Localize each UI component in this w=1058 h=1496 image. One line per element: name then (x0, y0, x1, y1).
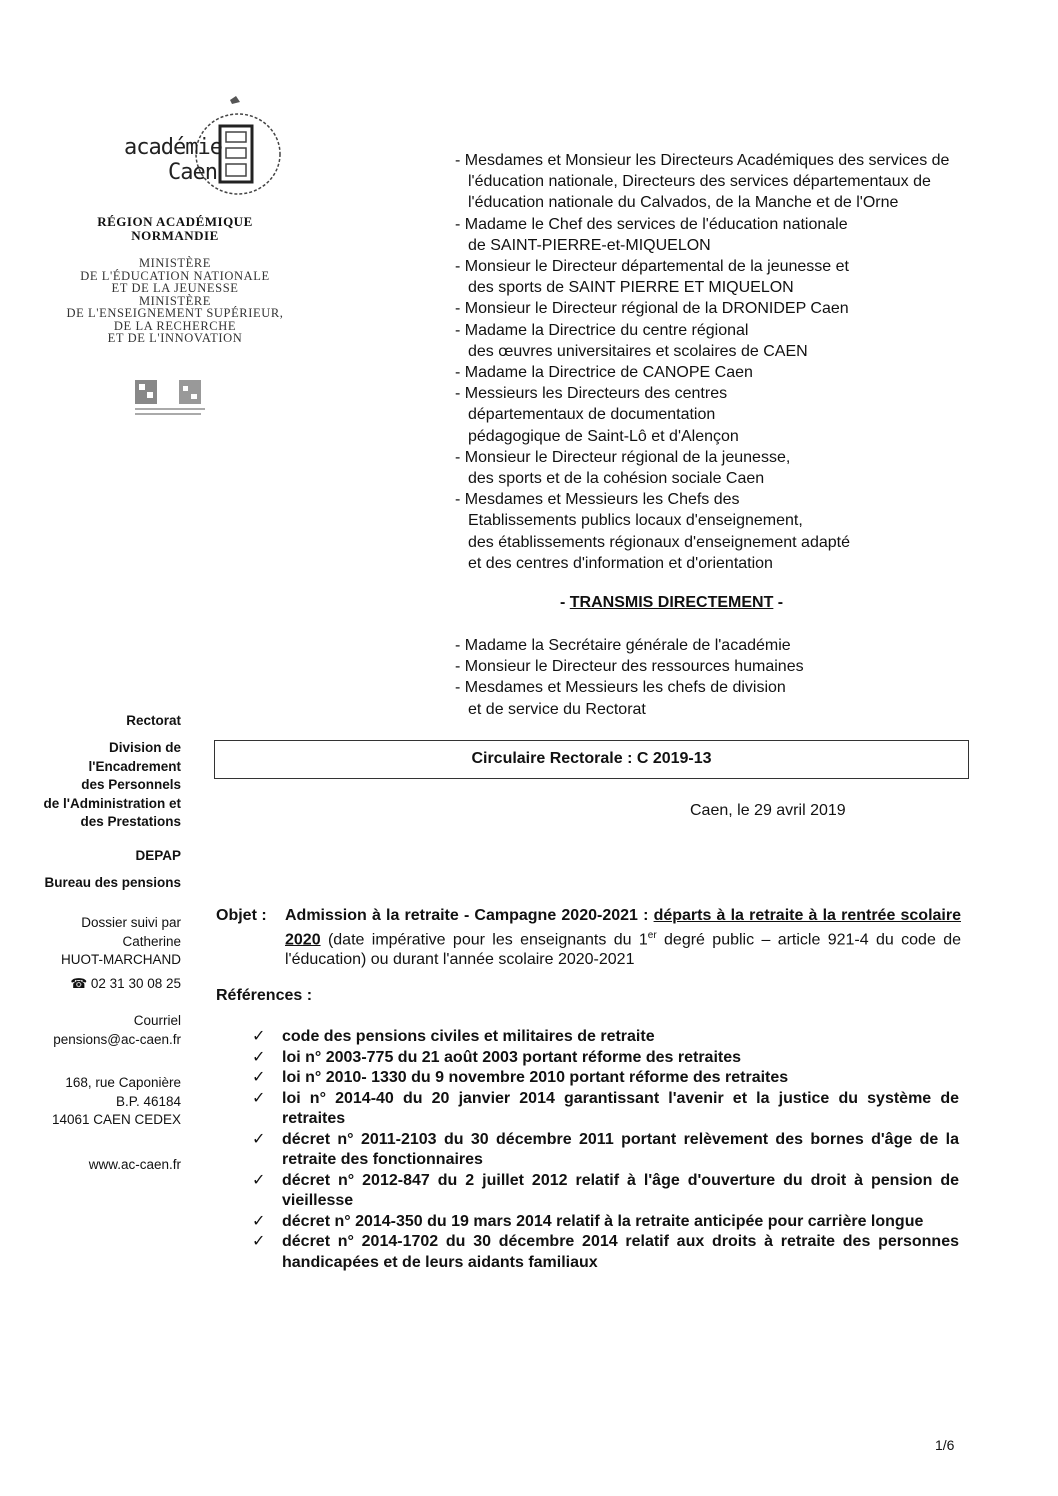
reference-text: décret n° 2011-2103 du 30 décembre 2011 portant relèvement des bornes d'âge de la retraite des fonctionnaires (282, 1130, 959, 1168)
checkmark-icon: ✓ (252, 1233, 266, 1250)
checkmark-icon: ✓ (252, 1028, 266, 1045)
direct-recipients-list (455, 635, 1015, 720)
dossier-line: HUOT-MARCHAND (61, 952, 181, 967)
recipient-line: - Messieurs les Directeurs des centres (455, 385, 728, 403)
region-academique (60, 215, 290, 243)
direct-recipient-line: et de service du Rectorat (468, 700, 646, 718)
recipient-line: - Monsieur le Directeur départemental de la jeunesse et (455, 258, 849, 276)
transmis-prefix: - (560, 594, 570, 611)
sidebar-division (44, 739, 181, 832)
recipient-line: - Monsieur le Directeur régional de la jeunesse, (455, 448, 791, 466)
recipient-line: l'éducation nationale du Calvados, de la Manche et de l'Orne (468, 194, 899, 212)
transmis-suffix: - (773, 594, 784, 611)
recipient-line: - Madame le Chef des services de l'éducation nationale (455, 215, 848, 233)
transmis-label: TRANSMIS DIRECTEMENT (569, 594, 774, 611)
ministry-line: MINISTÈRE (138, 293, 212, 308)
references-list (252, 1027, 959, 1273)
sidebar-depap: DEPAP (135, 848, 181, 863)
ministry-line: MINISTÈRE (138, 256, 212, 270)
division-line: de l'Administration et (43, 795, 181, 811)
address-line: 168, rue Caponière (65, 1075, 181, 1090)
logo-word-academie: académie (124, 135, 222, 160)
page-number: 1/6 (935, 1437, 955, 1453)
ministry-line: DE LA RECHERCHE (113, 318, 237, 333)
objet-text-part: (date impérative pour les enseignants du 1 (320, 931, 648, 949)
reference-item (252, 1212, 959, 1233)
marianne-icon (133, 380, 208, 420)
sidebar-rectorat (126, 712, 181, 731)
dossier-line: Dossier suivi par (81, 915, 181, 930)
reference-text: loi n° 2014-40 du 20 janvier 2014 garantissant l'avenir et la justice du système de retraites (282, 1089, 959, 1127)
logo-word-caen: Caen (168, 160, 217, 185)
reference-text: loi n° 2003-775 du 21 août 2003 portant réforme des retraites (282, 1048, 742, 1066)
reference-item (252, 1089, 959, 1130)
checkmark-icon: ✓ (252, 1048, 266, 1066)
recipient-line: - Mesdames et Messieurs les Chefs des (455, 491, 740, 509)
address-line: B.P. 46184 (115, 1093, 181, 1109)
direct-recipient-line: - Mesdames et Messieurs les chefs de division (455, 679, 786, 697)
objet-text-part: degré public – article 921-4 du code de l'éducation) ou durant l'année scolaire 2020-2021 (285, 931, 961, 969)
region-line-2: NORMANDIE (131, 228, 219, 243)
ministry-line: DE L'ENSEIGNEMENT SUPÉRIEUR, (66, 306, 284, 320)
recipient-line: des établissements régionaux d'enseignement adapté (468, 533, 850, 551)
direct-recipient-line: - Monsieur le Directeur des ressources humaines (455, 658, 804, 676)
checkmark-icon: ✓ (252, 1130, 266, 1148)
division-line: des Personnels (81, 777, 181, 792)
ministry-line: ET DE LA JEUNESSE (111, 281, 239, 295)
region-line-1: RÉGION ACADÉMIQUE (97, 214, 253, 229)
sidebar-dossier (61, 914, 181, 970)
recipient-line: - Monsieur le Directeur régional de la DRONIDEP Caen (455, 300, 849, 318)
recipient-line: de SAINT-PIERRE-et-MIQUELON (468, 236, 711, 254)
recipient-line: - Mesdames et Monsieur les Directeurs Académiques des services de (455, 152, 950, 169)
sidebar-phone (70, 975, 181, 994)
direct-recipient-line: - Madame la Secrétaire générale de l'académie (455, 637, 791, 654)
reference-text: code des pensions civiles et militaires de retraite (282, 1028, 655, 1045)
email-address: pensions@ac-caen.fr (53, 1031, 181, 1047)
dossier-line: Catherine (122, 933, 181, 949)
sidebar-email (53, 1012, 181, 1049)
transmis-directement-heading (560, 594, 783, 612)
objet-section (216, 906, 961, 970)
address-line: 14061 CAEN CEDEX (51, 1112, 181, 1127)
reference-item (252, 1048, 959, 1069)
circulaire-title: Circulaire Rectorale : C 2019-13 (471, 750, 712, 767)
objet-text (285, 906, 961, 970)
recipient-line: des sports de SAINT PIERRE ET MIQUELON (468, 279, 794, 297)
checkmark-icon: ✓ (252, 1171, 266, 1189)
sidebar-address (52, 1074, 181, 1130)
republique-emblem (133, 380, 208, 425)
division-line: des Prestations (80, 814, 181, 829)
phone-number: 02 31 30 08 25 (90, 976, 181, 991)
sidebar-rectorat-label (126, 712, 181, 731)
division-line: Division de (108, 740, 181, 755)
document-date: Caen, le 29 avril 2019 (690, 802, 846, 819)
checkmark-icon: ✓ (252, 1089, 266, 1107)
checkmark-icon: ✓ (252, 1212, 266, 1230)
objet-text-part: Admission à la retraite - Campagne 2020-2021 : (285, 907, 654, 924)
sidebar-bureau: Bureau des pensions (44, 875, 181, 890)
reference-item (252, 1130, 959, 1171)
references-title: Références : (216, 987, 313, 1004)
objet-sup: er (647, 930, 657, 941)
objet-underlined: départs à la retraite à la rentrée scolaire 2020 (285, 907, 961, 949)
recipient-line: pédagogique de Saint-Lô et d'Alençon (468, 427, 739, 445)
reference-item (252, 1068, 959, 1089)
reference-text: décret n° 2014-350 du 19 mars 2014 relatif à la retraite anticipée pour carrière longue (282, 1212, 924, 1230)
recipient-line: des sports et de la cohésion sociale Caen (468, 470, 765, 488)
sidebar-website: www.ac-caen.fr (88, 1157, 181, 1172)
recipient-line: Etablissements publics locaux d'enseignement, (468, 512, 803, 530)
ministry-line: DE L'ÉDUCATION NATIONALE (80, 268, 270, 283)
reference-item (252, 1027, 959, 1048)
recipient-line: - Madame la Directrice du centre régional (455, 321, 749, 339)
reference-item (252, 1232, 959, 1273)
objet-label: Objet : (216, 907, 267, 924)
recipient-line: l'éducation nationale, Directeurs des services départementaux de (468, 173, 931, 191)
ministries-block (60, 257, 290, 345)
reference-text: décret n° 2014-1702 du 30 décembre 2014 relatif aux droits à retraite des personnes handicapées et de leurs aidants familiaux (282, 1233, 959, 1271)
recipient-line: des œuvres universitaires et scolaires de CAEN (468, 342, 808, 360)
division-line: l'Encadrement (88, 758, 181, 774)
reference-item (252, 1171, 959, 1212)
ministry-line: ET DE L'INNOVATION (107, 331, 243, 345)
recipients-list (455, 150, 1015, 574)
rectorat-text: Rectorat (126, 713, 181, 728)
reference-text: loi n° 2010- 1330 du 9 novembre 2010 portant réforme des retraites (282, 1069, 789, 1086)
telephone-icon: ☎ (70, 976, 88, 991)
recipient-line: - Madame la Directrice de CANOPE Caen (455, 364, 753, 382)
reference-text: décret n° 2012-847 du 2 juillet 2012 relatif à l'âge d'ouverture du droit à pension de vieillesse (282, 1171, 959, 1209)
courriel-label: Courriel (133, 1013, 181, 1028)
recipient-line: départementaux de documentation (468, 406, 716, 424)
checkmark-icon: ✓ (252, 1069, 266, 1086)
recipient-line: et des centres d'information et d'orientation (468, 554, 773, 572)
